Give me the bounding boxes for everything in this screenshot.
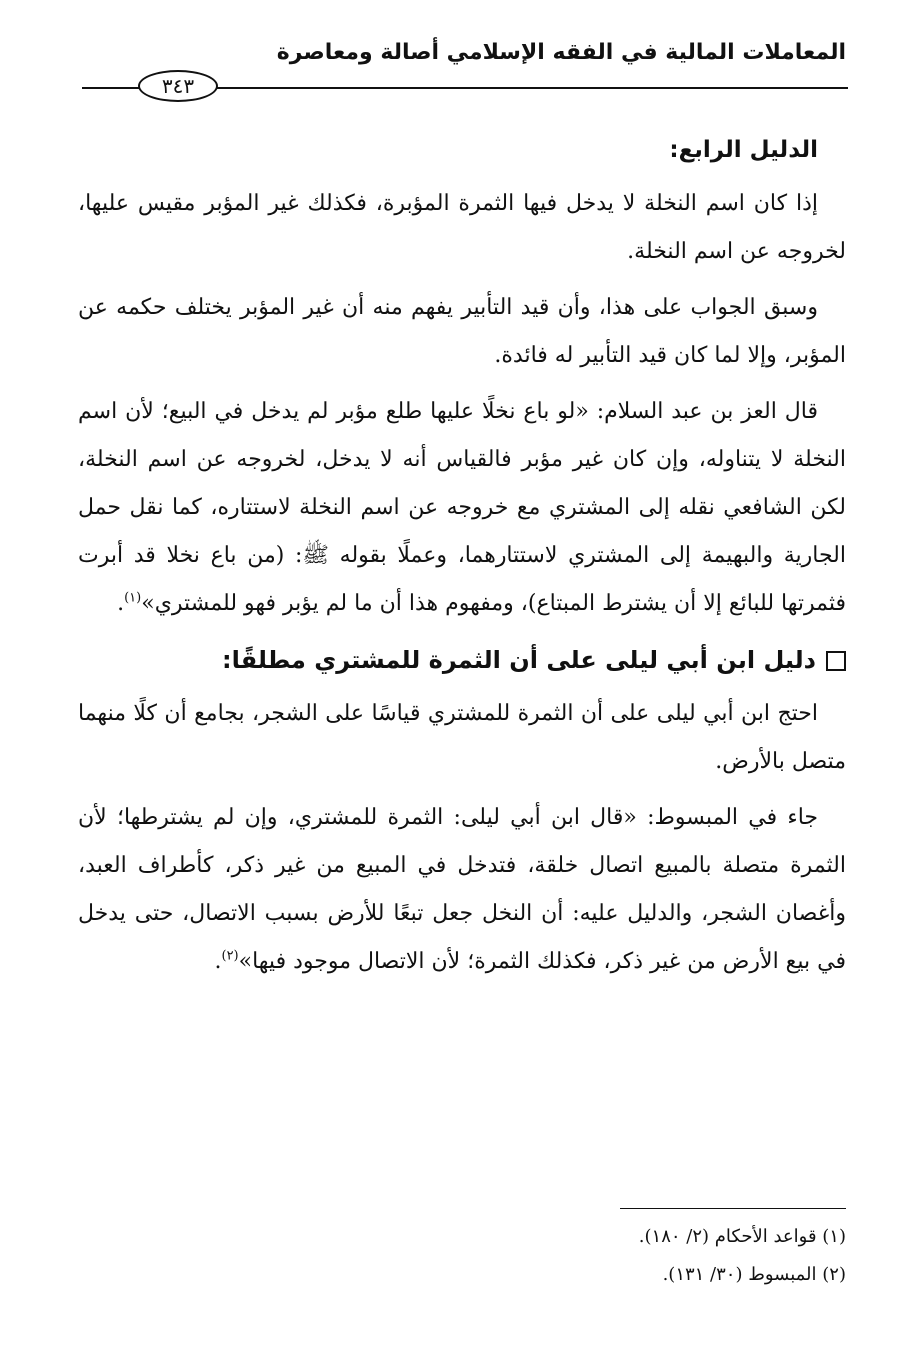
paragraph-3-text: قال العز بن عبد السلام: «لو باع نخلًا عليها طلع مؤبر لم يدخل في البيع؛ لأن اسم النخلة لا يتناوله، وإن كان غير مؤبر فالقياس أنه لا يدخل، لخروجه عن اسم النخلة، لكن الشافعي نقله إلى المشتري مع خروجه عن اسم النخلة لاستتاره، كما نقل حمل الجارية والبهيمة إلى المشتري لاستتارهما، وعملًا بقوله ﷺ: (من باع نخلا قد أبرت فثمرتها للبائع إلا أن يشترط المبتاع)، ومفهوم هذا أن ما لم يؤبر فهو للمشتري» — [78, 399, 846, 616]
paragraph-2: وسبق الجواب على هذا، وأن قيد التأبير يفهم منه أن غير المؤبر يختلف حكمه عن المؤبر، وإلا لما كان قيد التأبير له فائدة. — [78, 295, 846, 368]
footnote-ref-2[interactable]: (٢) — [221, 948, 239, 964]
page-number-badge: ٣٤٣ — [138, 70, 218, 102]
paragraph-3: قال العز بن عبد السلام: «لو باع نخلًا عليها طلع مؤبر لم يدخل في البيع؛ لأن اسم النخلة لا يتناوله، وإن كان غير مؤبر فالقياس أنه لا يدخل، لخروجه عن اسم النخلة، لكن الشافعي نقله إلى المشتري مع خروجه عن اسم النخلة لاستتاره، كما نقل حمل الجارية والبهيمة إلى المشتري لاستتارهما، وعملًا بقوله ﷺ: (من باع نخلا قد أبرت فثمرتها للبائع إلا أن يشترط المبتاع)، ومفهوم هذا أن ما لم يؤبر فهو للمشتري»$^{(١)}$. — [78, 399, 846, 616]
square-bullet-icon — [826, 651, 846, 671]
paragraph-5-text: جاء في المبسوط: «قال ابن أبي ليلى: الثمرة للمشتري، وإن لم يشترطها؛ لأن الثمرة متصلة بالمبيع اتصال خلقة، فتدخل في المبيع من غير ذكر، كأطراف العبد، وأغصان الشجر، والدليل عليه: أن النخل جعل تبعًا للأرض بسبب الاتصال، حتى يدخل في بيع الأرض من غير ذكر، فكذلك الثمرة؛ لأن الاتصال موجود فيها» — [78, 805, 846, 974]
section-heading-fourth-evidence: الدليل الرابع: — [669, 137, 818, 163]
footnote-separator — [620, 1208, 846, 1209]
section-heading-text: دليل ابن أبي ليلى على أن الثمرة للمشتري مطلقًا: — [222, 646, 816, 674]
paragraph-4: احتج ابن أبي ليلى على أن الثمرة للمشتري قياسًا على الشجر، بجامع أن كلًا منهما متصل بالأرض. — [78, 701, 846, 774]
section-heading-ibn-abi-layla — [78, 636, 846, 684]
footnote-ref-1[interactable]: (١) — [124, 590, 142, 606]
page-body — [78, 126, 846, 994]
paragraph-1: إذا كان اسم النخلة لا يدخل فيها الثمرة المؤبرة، فكذلك غير المؤبر مقيس عليها، لخروجه عن اسم النخلة. — [78, 191, 846, 264]
footnote-2: (٢) المبسوط (٣٠/ ١٣١). — [662, 1264, 846, 1285]
paragraph-5: جاء في المبسوط: «قال ابن أبي ليلى: الثمرة للمشتري، وإن لم يشترطها؛ لأن الثمرة متصلة بالمبيع اتصال خلقة، فتدخل في المبيع من غير ذكر، كأطراف العبد، وأغصان الشجر، والدليل عليه: أن النخل جعل تبعًا للأرض بسبب الاتصال، حتى يدخل في بيع الأرض من غير ذكر، فكذلك الثمرة؛ لأن الاتصال موجود فيها»$^{(٢)}$. — [78, 805, 846, 974]
footnotes — [78, 1218, 846, 1294]
footnote-1: (١) قواعد الأحكام (٢/ ١٨٠). — [638, 1226, 846, 1247]
running-header-title: المعاملات المالية في الفقه الإسلامي أصالة ومعاصرة — [276, 40, 846, 65]
